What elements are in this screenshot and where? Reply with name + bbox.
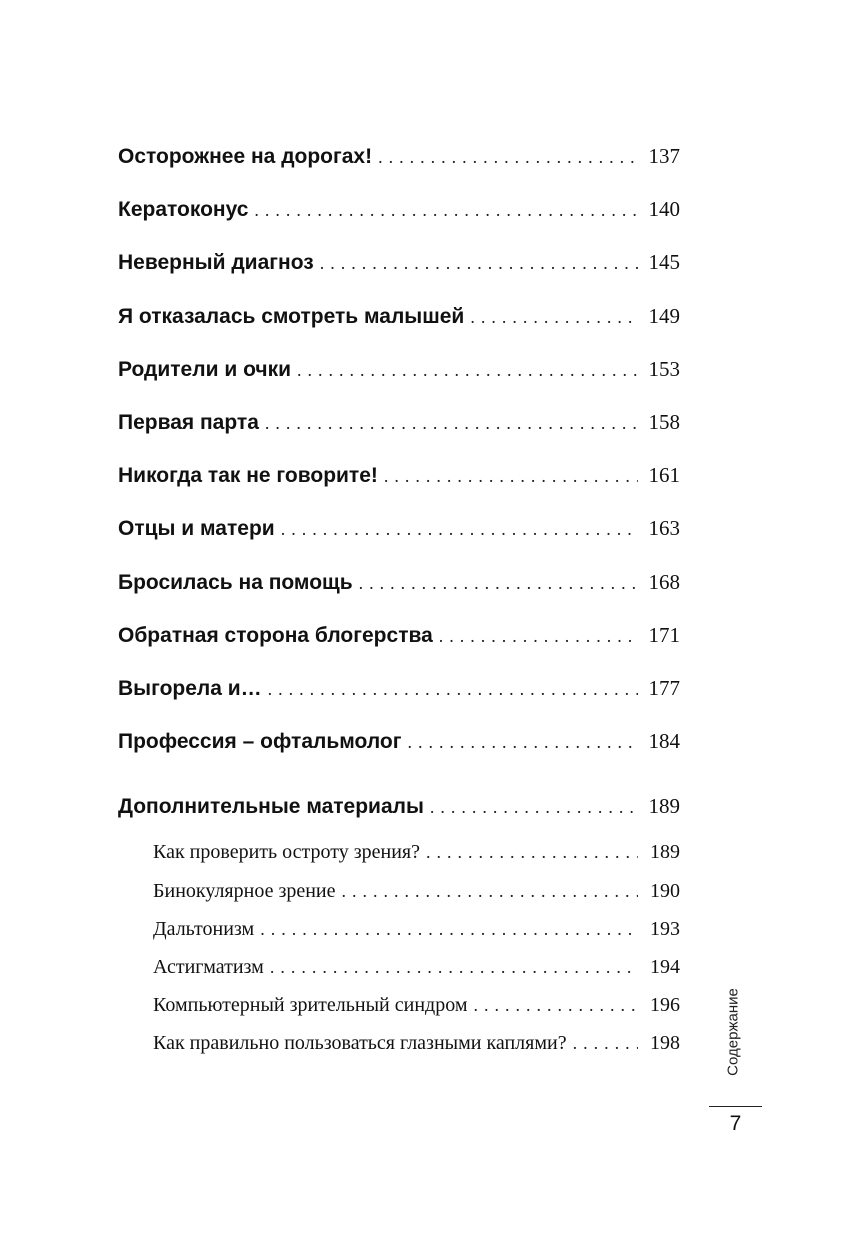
toc-subentry-page: 198 [650, 1032, 680, 1055]
toc-entry-title: Я отказалась смотреть малышей [118, 304, 465, 328]
toc-subentry[interactable] [118, 948, 680, 986]
toc-subentry[interactable] [118, 872, 680, 910]
toc-entry-page: 158 [648, 409, 680, 434]
dot-leader [265, 397, 638, 450]
toc-entry-page: 168 [648, 569, 680, 594]
toc-entry[interactable] [118, 183, 680, 236]
dot-leader [359, 557, 638, 610]
page-number: 7 [729, 1112, 742, 1135]
dot-leader [384, 450, 638, 503]
toc-entry-title: Профессия – офтальмолог [118, 730, 402, 754]
toc-entry-page: 161 [648, 463, 680, 488]
dot-leader [439, 610, 638, 663]
dot-leader [470, 291, 638, 344]
dot-leader [281, 503, 638, 556]
toc-entry-page: 137 [648, 144, 680, 168]
dot-leader [268, 663, 638, 716]
toc-subentry-page: 196 [650, 994, 680, 1017]
toc-entry[interactable] [118, 343, 680, 396]
dot-leader [573, 1024, 638, 1062]
toc-entry-title: Бросилась на помощь [118, 570, 353, 594]
toc-subentry-page: 193 [650, 917, 680, 940]
toc-subentry-page: 189 [650, 841, 680, 864]
toc-entry[interactable] [118, 130, 680, 183]
toc-entry-title: Родители и очки [118, 357, 291, 381]
toc-entry-title: Осторожнее на дорогах! [118, 145, 373, 168]
toc-subentry-page: 190 [650, 879, 680, 902]
toc-entry-additional-materials[interactable] [118, 780, 680, 833]
toc-subentry[interactable] [118, 986, 680, 1024]
table-of-contents [118, 130, 680, 1063]
dot-leader [407, 716, 638, 769]
toc-subentry-title: Бинокулярное зрение [153, 879, 336, 902]
toc-entry-title: Неверный диагноз [118, 251, 314, 275]
toc-entry-page: 153 [648, 356, 680, 381]
footer-rule [709, 1106, 762, 1107]
dot-leader [342, 872, 638, 910]
toc-entry-page: 140 [648, 197, 680, 222]
toc-entry-title: Отцы и матери [118, 517, 275, 541]
toc-subentry-title: Компьютерный зрительный синдром [153, 994, 468, 1017]
toc-entry-title: Кератоконус [118, 198, 249, 222]
section-running-head: Содержание [724, 988, 742, 1076]
toc-entry-page: 145 [648, 250, 680, 275]
toc-entry-page: 184 [648, 729, 680, 754]
dot-leader [297, 344, 638, 397]
toc-entry[interactable] [118, 502, 680, 555]
toc-entry-page: 171 [648, 622, 680, 647]
toc-subentry-title: Как проверить остроту зрения? [153, 841, 420, 864]
toc-entry[interactable] [118, 449, 680, 502]
toc-subentry-title: Дальтонизм [153, 917, 255, 940]
toc-subentry[interactable] [118, 833, 680, 871]
toc-entry-title: Дополнительные материалы [118, 795, 424, 819]
toc-entry[interactable] [118, 396, 680, 449]
toc-entry-page: 149 [648, 303, 680, 328]
toc-entry[interactable] [118, 662, 680, 715]
dot-leader [473, 986, 638, 1024]
toc-entry[interactable] [118, 236, 680, 289]
toc-entry[interactable] [118, 556, 680, 609]
dot-leader [426, 833, 638, 871]
toc-subentry[interactable] [118, 910, 680, 948]
dot-leader [270, 948, 638, 986]
toc-entry[interactable] [118, 290, 680, 343]
toc-entry[interactable] [118, 609, 680, 662]
toc-subentry[interactable] [118, 1024, 680, 1062]
toc-entry-title: Первая парта [118, 410, 259, 434]
toc-subentry-title: Как правильно пользоваться глазными каплями? [153, 1032, 567, 1055]
dot-leader [378, 131, 638, 184]
dot-leader [260, 910, 638, 948]
dot-leader [254, 184, 638, 237]
toc-entry-title: Никогда так не говорите! [118, 464, 378, 488]
toc-subentry-page: 194 [650, 956, 680, 978]
dot-leader [320, 237, 638, 290]
toc-entry-page: 163 [648, 516, 680, 541]
toc-entry-title: Выгорела и… [118, 676, 262, 700]
toc-entry[interactable] [118, 715, 680, 768]
toc-entry-page: 189 [648, 794, 680, 819]
dot-leader [430, 781, 638, 834]
toc-subentry-title: Астигматизм [153, 956, 264, 978]
toc-entry-title: Обратная сторона блогерства [118, 623, 433, 647]
toc-entry-page: 177 [648, 675, 680, 700]
